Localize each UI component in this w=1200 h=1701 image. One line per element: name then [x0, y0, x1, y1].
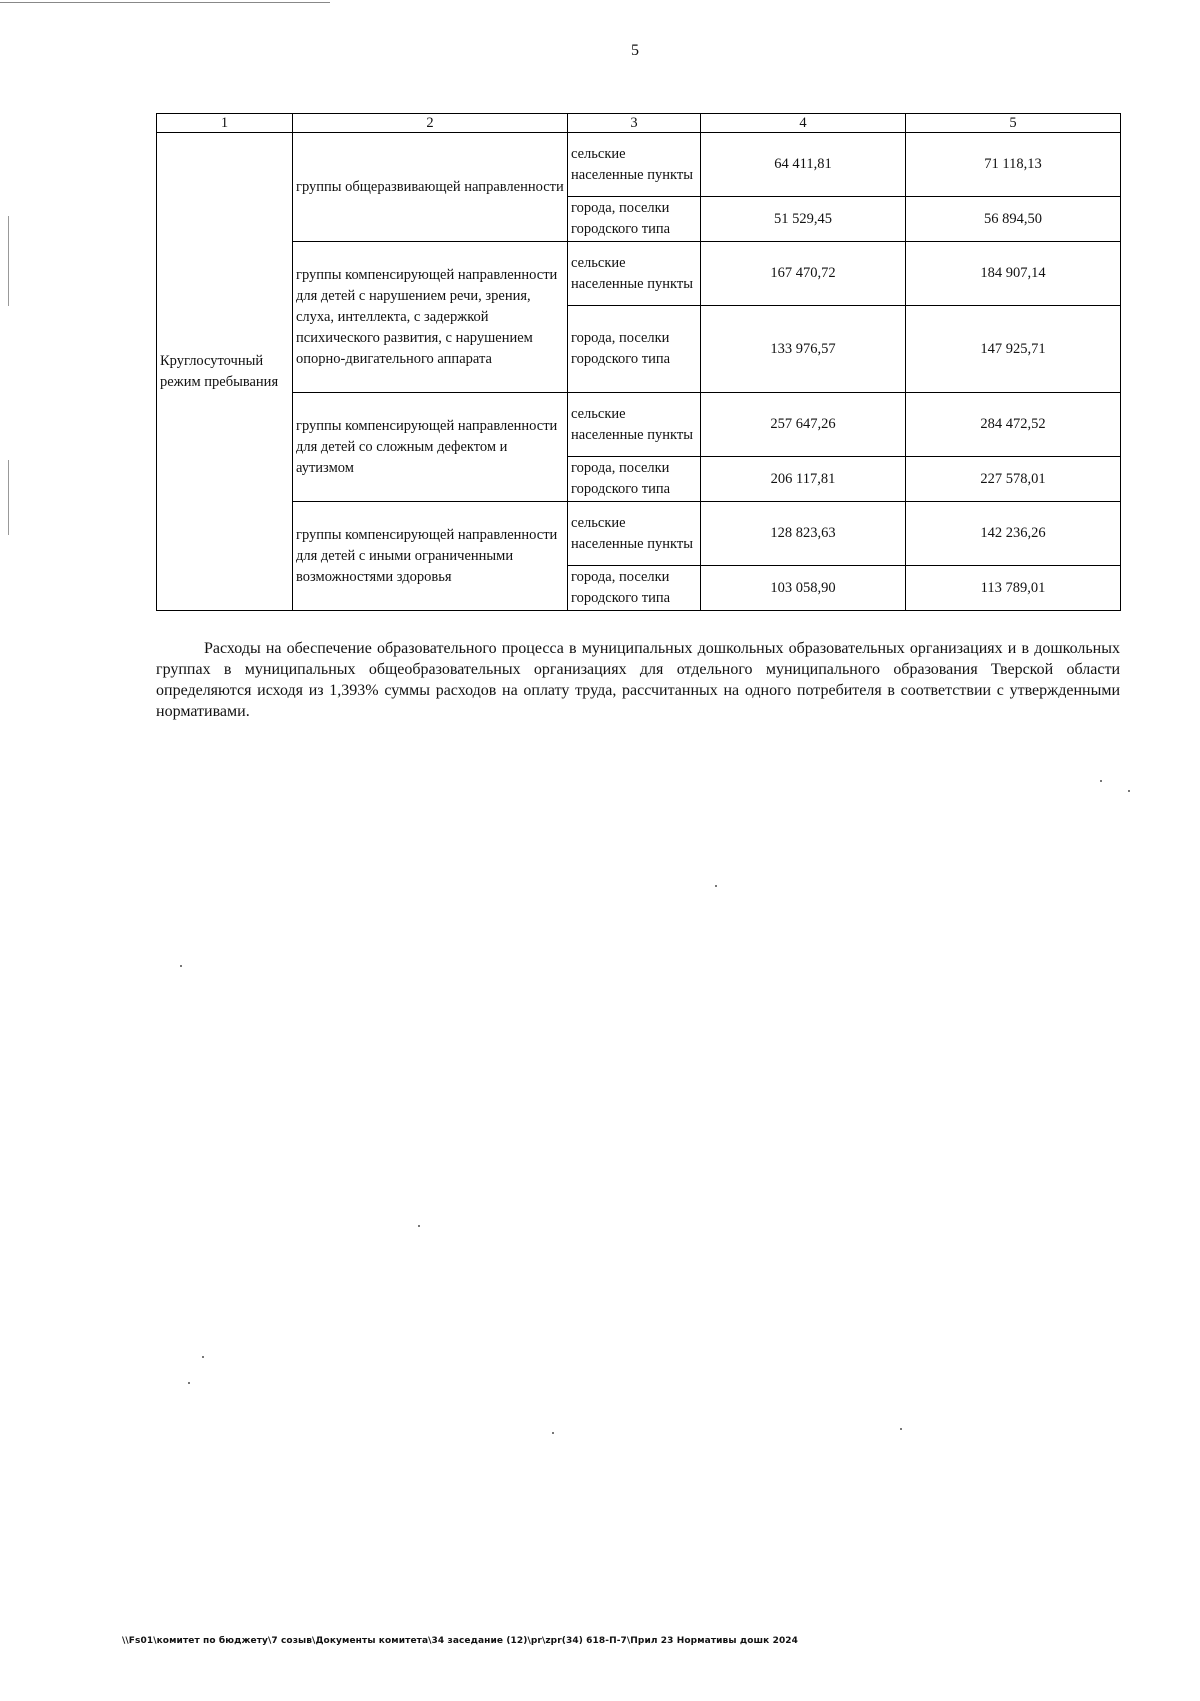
scan-speck — [900, 1428, 902, 1430]
table-row — [157, 133, 1121, 197]
settlement-type-cell: сельские населенные пункты — [568, 502, 701, 566]
scan-speck — [715, 885, 717, 887]
expenses-paragraph: Расходы на обеспечение образовательного процесса в муниципальных дошкольных образовательных организациях и в дошкольных группах в муниципальных общеобразовательных организациях для отдельного муниципального образования Тверской области определяются исходя из 1,393% суммы расходов на оплату труда, рассчитанных на одного потребителя в соответствии с утвержденными нормативами. — [156, 640, 1120, 720]
group-name-cell: группы компенсирующей направленности для детей с нарушением речи, зрения, слуха, интеллекта, с задержкой психического развития, с нарушением опорно-двигательного аппарата — [293, 242, 568, 393]
settlement-type-cell: города, поселки городского типа — [568, 197, 701, 242]
settlement-type-cell: сельские населенные пункты — [568, 393, 701, 457]
value-col4-cell: 64 411,81 — [701, 133, 906, 197]
settlement-type-cell: города, поселки городского типа — [568, 457, 701, 502]
scan-speck — [552, 1432, 554, 1434]
scan-speck — [188, 1382, 190, 1384]
table-row — [157, 393, 1121, 457]
scan-margin-mark — [8, 216, 9, 306]
value-col4-cell: 103 058,90 — [701, 566, 906, 611]
header-cell: 5 — [906, 114, 1121, 133]
scan-speck — [1100, 780, 1102, 782]
norms-table — [156, 113, 1121, 611]
settlement-type-cell: города, поселки городского типа — [568, 566, 701, 611]
value-col4-cell: 257 647,26 — [701, 393, 906, 457]
value-col5-cell: 284 472,52 — [906, 393, 1121, 457]
value-col5-cell: 56 894,50 — [906, 197, 1121, 242]
value-col4-cell: 167 470,72 — [701, 242, 906, 306]
mode-cell: Круглосуточный режим пребывания — [157, 133, 293, 611]
settlement-type-cell: сельские населенные пункты — [568, 133, 701, 197]
scan-speck — [1128, 790, 1130, 792]
header-cell: 1 — [157, 114, 293, 133]
value-col5-cell: 227 578,01 — [906, 457, 1121, 502]
table-header-row — [157, 114, 1121, 133]
settlement-type-cell: сельские населенные пункты — [568, 242, 701, 306]
value-col4-cell: 128 823,63 — [701, 502, 906, 566]
group-name-cell: группы компенсирующей направленности для детей с иными ограниченными возможностями здоровья — [293, 502, 568, 611]
scan-margin-mark — [8, 460, 9, 535]
scan-speck — [180, 965, 182, 967]
group-name-cell: группы общеразвивающей направленности — [293, 133, 568, 242]
value-col5-cell: 184 907,14 — [906, 242, 1121, 306]
value-col5-cell: 71 118,13 — [906, 133, 1121, 197]
header-cell: 2 — [293, 114, 568, 133]
value-col5-cell: 147 925,71 — [906, 306, 1121, 393]
value-col4-cell: 206 117,81 — [701, 457, 906, 502]
table-row — [157, 502, 1121, 566]
table-row — [157, 242, 1121, 306]
value-col4-cell: 51 529,45 — [701, 197, 906, 242]
value-col5-cell: 142 236,26 — [906, 502, 1121, 566]
value-col4-cell: 133 976,57 — [701, 306, 906, 393]
footer-file-path: \\Fs01\комитет по бюджету\7 созыв\Документы комитета\34 заседание (12)\pr\zpr(34) 618-П-7\Прил 23 Нормативы дошк 2024 — [122, 1636, 799, 1646]
value-col5-cell: 113 789,01 — [906, 566, 1121, 611]
settlement-type-cell: города, поселки городского типа — [568, 306, 701, 393]
header-cell: 3 — [568, 114, 701, 133]
scan-speck — [418, 1225, 420, 1227]
scan-speck — [202, 1356, 204, 1358]
scan-top-rule — [0, 2, 330, 3]
header-cell: 4 — [701, 114, 906, 133]
group-name-cell: группы компенсирующей направленности для детей со сложным дефектом и аутизмом — [293, 393, 568, 502]
page-number: 5 — [631, 42, 639, 59]
